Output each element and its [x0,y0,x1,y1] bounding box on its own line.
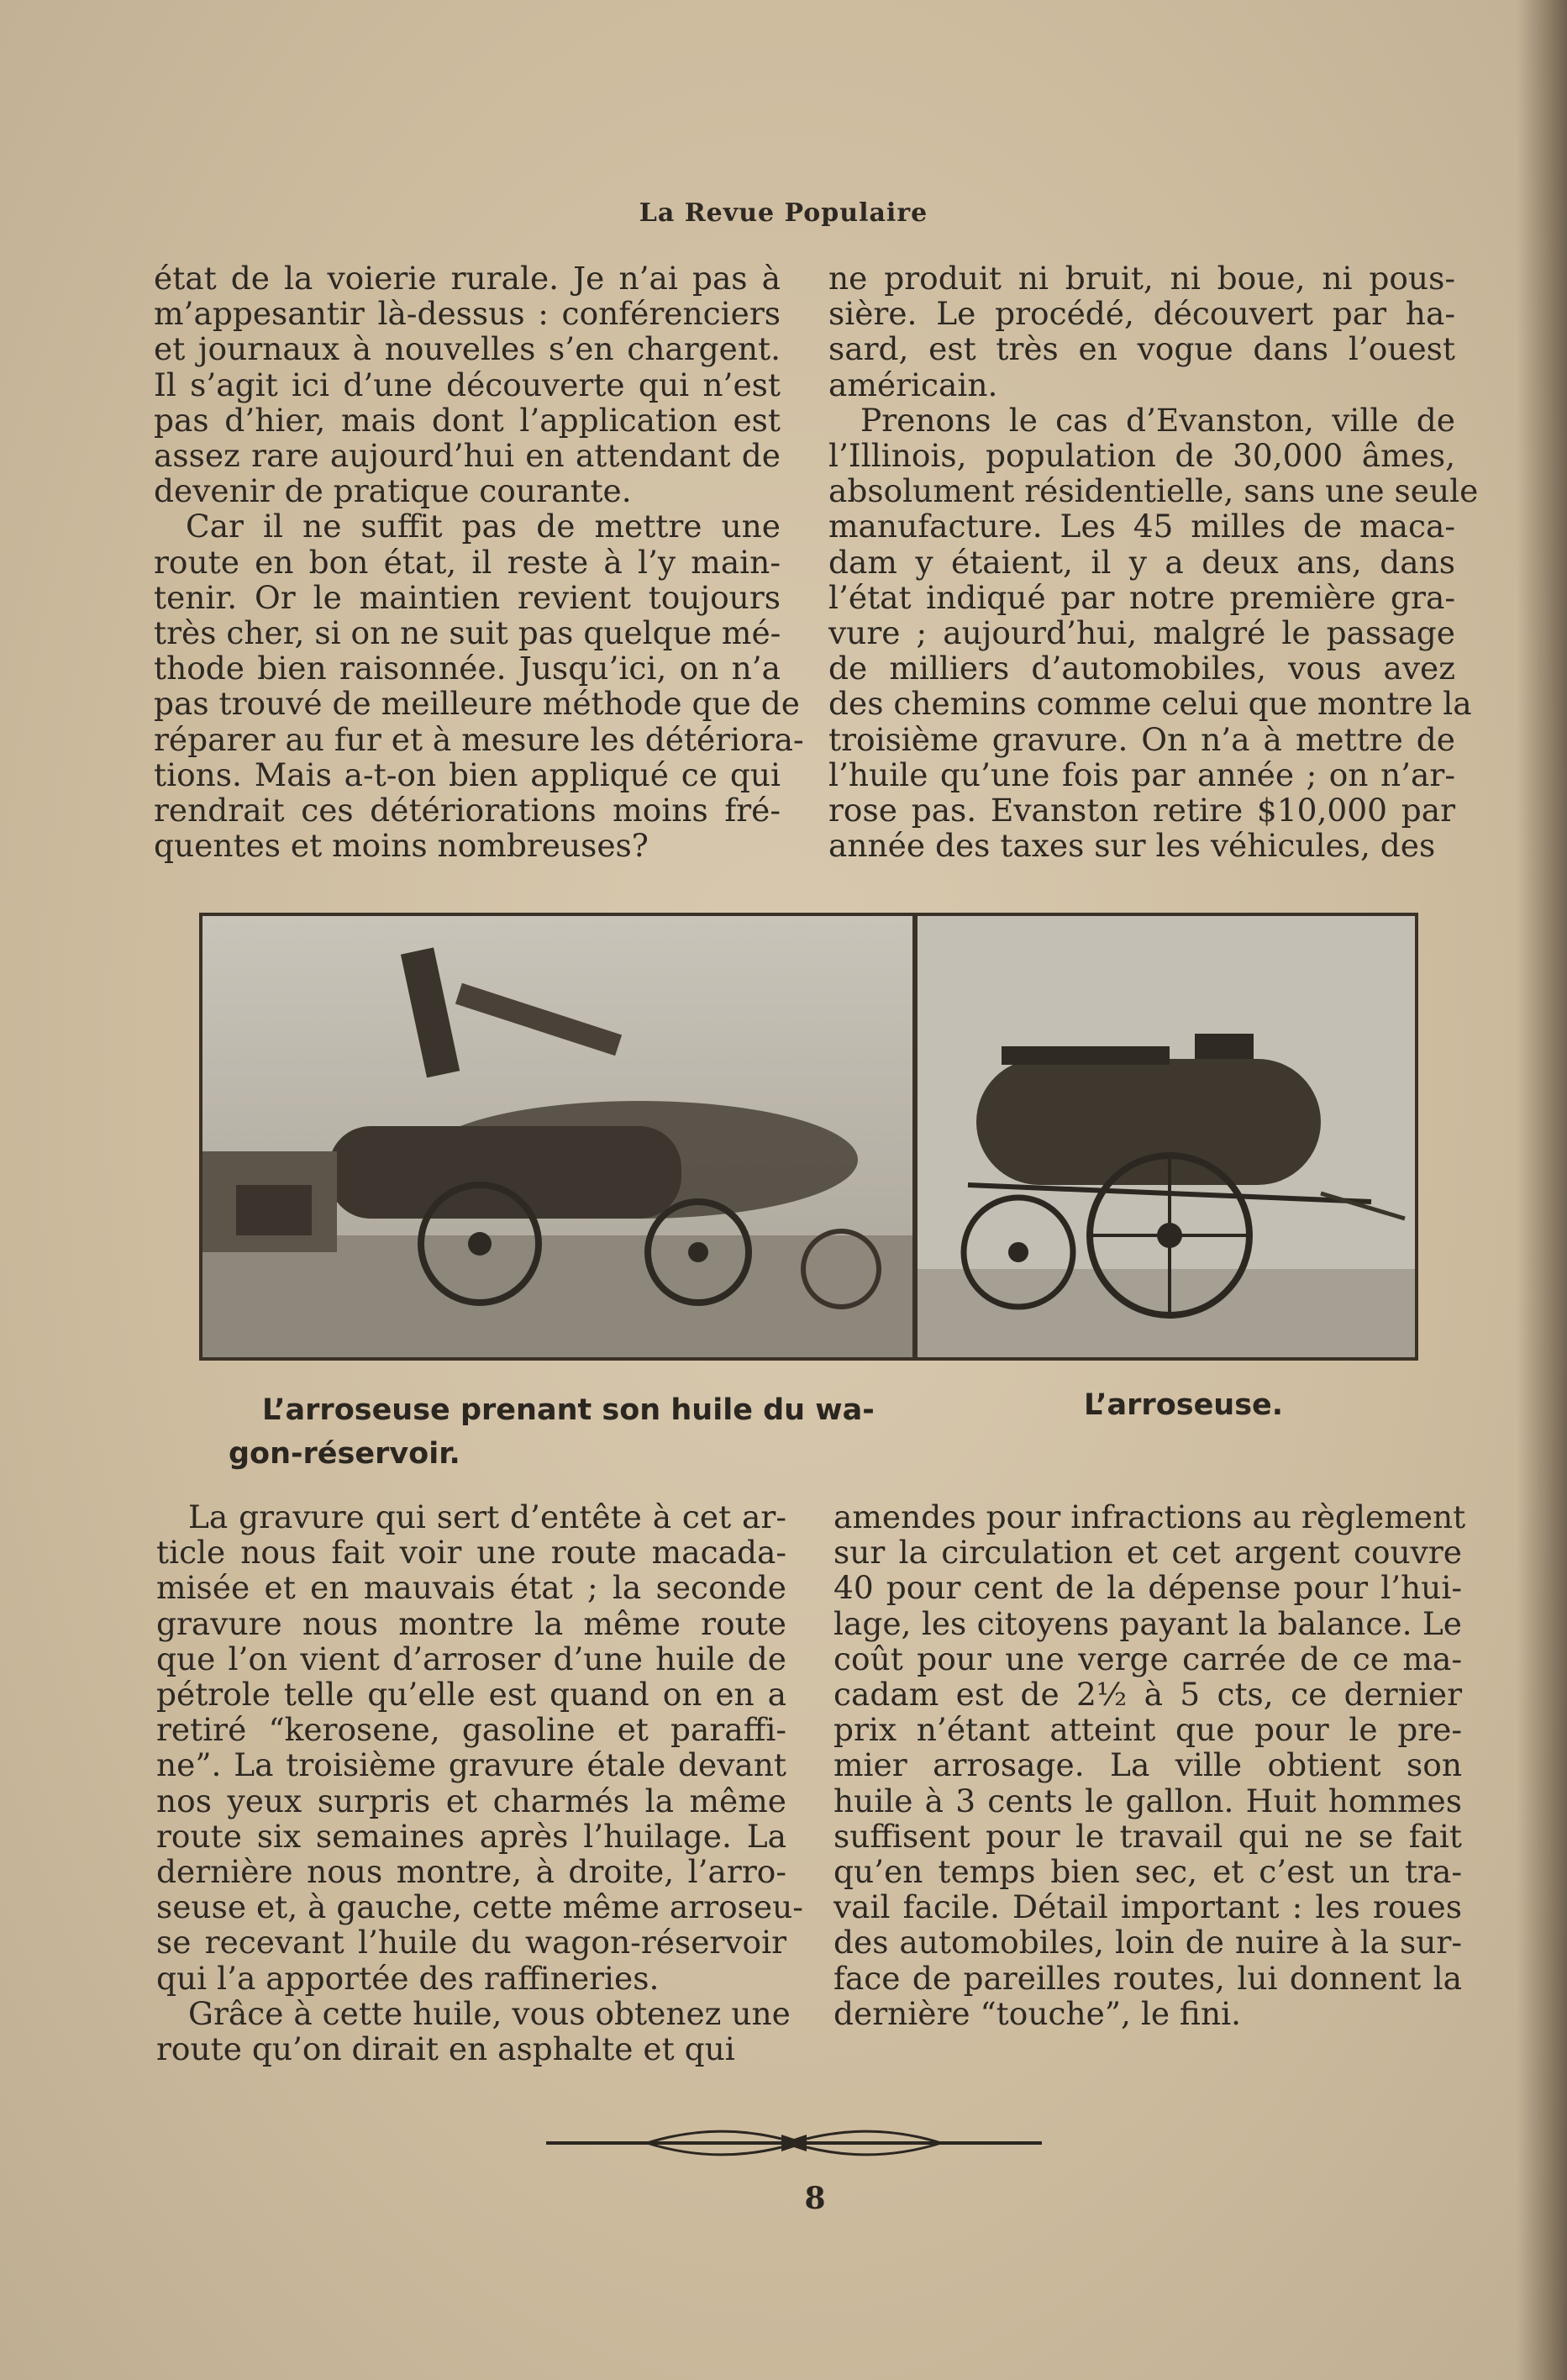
photo-sprinkler [914,913,1418,1361]
text-line: Car il ne suffit pas de mettre une [186,508,781,545]
caption-left-line1: L’arroseuse prenant son huile du wa- [262,1393,875,1427]
text-line: vail facile. Détail important : les roues [833,1888,1462,1926]
text-line: assez rare aujourd’hui en attendant de [154,437,781,475]
text-line: seuse et, à gauche, cette même arroseu- [156,1888,803,1926]
text-line: état de la voierie rurale. Je n’ai pas à [154,260,781,297]
text-line: réparer au fur et à mesure les détériora- [154,720,804,758]
text-line: ne produit ni bruit, ni boue, ni pous- [828,260,1455,297]
text-line: dam y étaient, il y a deux ans, dans [828,543,1455,581]
text-line: année des taxes sur les véhicules, des [828,827,1436,865]
decorative-ornament [546,2114,1042,2172]
caption-right-figure: L’arroseuse. [1084,1388,1284,1422]
text-line: sière. Le procédé, découvert par ha- [828,295,1455,333]
text-line: pas trouvé de meilleure méthode que de [154,685,800,723]
text-line: rose pas. Evanston retire $10,000 par [828,792,1455,829]
column-bottom-left [156,1498,803,2068]
text-line: l’huile qu’une fois par année ; on n’ar- [828,756,1455,793]
text-line: américain. [828,366,998,403]
text-line: absolument résidentielle, sans une seule [828,472,1479,510]
text-line: devenir de pratique courante. [154,472,632,510]
text-line: sur la circulation et cet argent couvre [833,1534,1462,1572]
text-line: coût pour une verge carrée de ce ma- [833,1640,1462,1677]
text-line: rendrait ces détériorations moins fré- [154,792,781,829]
text-line: ne”. La troisième gravure étale devant [156,1746,786,1784]
text-line: ticle nous fait voir une route macada- [156,1534,786,1572]
text-line: Prenons le cas d’Evanston, ville de [860,401,1455,439]
page-number: 8 [804,2181,826,2216]
text-line: lage, les citoyens payant la balance. Le [833,1604,1462,1642]
text-line: m’appesantir là-dessus : conférenciers [154,295,781,333]
text-line: troisième gravure. On n’a à mettre de [828,720,1455,758]
text-line: vure ; aujourd’hui, malgré le passage [828,614,1455,652]
text-line: sard, est très en vogue dans l’ouest [828,330,1455,368]
text-line: qui l’a apportée des raffineries. [156,1959,660,1997]
text-line: face de pareilles routes, lui donnent la [833,1959,1462,1997]
text-line: de milliers d’automobiles, vous avez [828,650,1455,687]
text-line: prix n’étant atteint que pour le pre- [833,1711,1462,1749]
photo-left-illustration [202,916,912,1357]
text-line: La gravure qui sert d’entête à cet ar- [188,1498,786,1535]
text-line: des chemins comme celui que montre la [828,685,1472,723]
column-top-right [828,260,1479,865]
text-line: cadam est de 2½ à 5 cts, ce dernier [833,1676,1462,1714]
text-line: route six semaines après l’huilage. La [156,1817,786,1855]
text-line: se recevant l’huile du wagon-réservoir [156,1924,786,1961]
text-line: Il s’agit ici d’une découverte qui n’est [154,366,781,403]
text-line: qu’en temps bien sec, et c’est un tra- [833,1853,1462,1891]
running-title: La Revue Populaire [639,198,928,228]
page-spine-shadow [1517,0,1567,2380]
text-line: des automobiles, loin de nuire à la sur- [833,1924,1462,1961]
photo-sprinkler-filling-from-tank-wagon [199,913,916,1361]
text-line: thode bien raisonnée. Jusqu’ici, on n’a [154,650,781,687]
text-line: gravure nous montre la même route [156,1604,786,1642]
text-line: manufacture. Les 45 milles de maca- [828,508,1455,545]
column-top-left [154,260,804,865]
text-line: dernière nous montre, à droite, l’arro- [156,1853,786,1891]
text-line: suffisent pour le travail qui ne se fait [833,1817,1462,1855]
text-line: pas d’hier, mais dont l’application est [154,401,781,439]
text-line: pétrole telle qu’elle est quand on en a [156,1676,786,1714]
text-line: mier arrosage. La ville obtient son [833,1746,1462,1784]
text-line: et journaux à nouvelles s’en chargent. [154,330,781,368]
caption-left-line2: gon-réservoir. [229,1437,460,1471]
text-line: l’état indiqué par notre première gra- [828,578,1455,616]
text-line: amendes pour infractions au règlement [833,1498,1466,1535]
text-line: dernière “touche”, le fini. [833,1994,1242,2032]
text-line: nos yeux surpris et charmés la même [156,1782,786,1819]
text-line: 40 pour cent de la dépense pour l’hui- [833,1569,1462,1607]
text-line: tenir. Or le maintien revient toujours [154,578,781,616]
text-line: route qu’on dirait en asphalte et qui [156,2030,735,2068]
text-line: Grâce à cette huile, vous obtenez une [188,1994,791,2032]
text-line: retiré “kerosene, gasoline et paraffi- [156,1711,786,1749]
text-line: route en bon état, il reste à l’y main- [154,543,781,581]
text-line: quentes et moins nombreuses? [154,827,649,865]
text-line: misée et en mauvais état ; la seconde [156,1569,786,1607]
photo-right-illustration [918,916,1415,1357]
text-line: huile à 3 cents le gallon. Huit hommes [833,1782,1462,1819]
column-bottom-right [833,1498,1466,2032]
text-line: l’Illinois, population de 30,000 âmes, [828,437,1455,475]
text-line: que l’on vient d’arroser d’une huile de [156,1640,786,1677]
text-line: tions. Mais a-t-on bien appliqué ce qui [154,756,781,793]
text-line: très cher, si on ne suit pas quelque mé- [154,614,781,652]
caption-left-figure [229,1388,901,1476]
